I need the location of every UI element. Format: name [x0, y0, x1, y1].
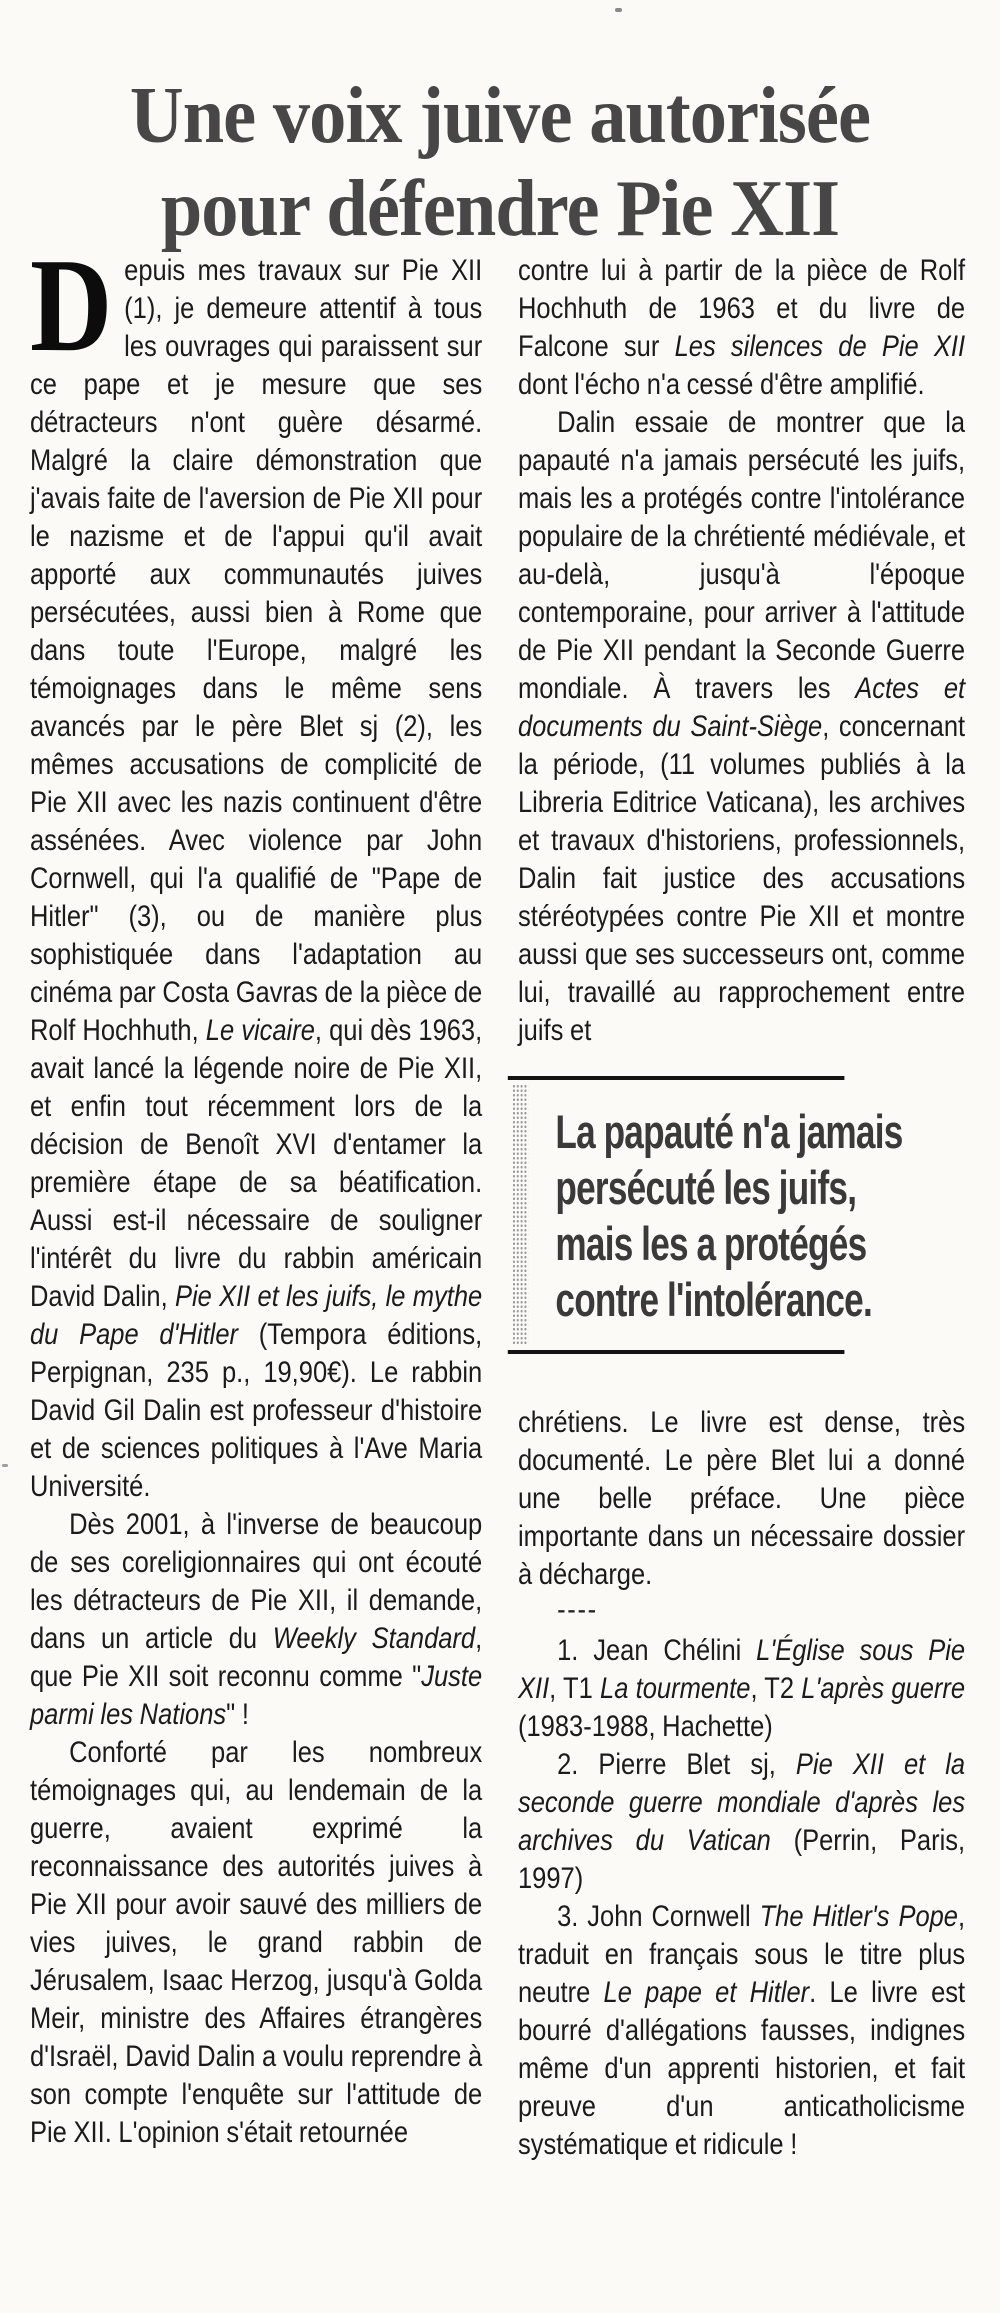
body-text: , T2: [750, 1672, 802, 1705]
body-text: 2. Pierre Blet sj,: [557, 1748, 796, 1781]
body-text: Dès 2001, à l'inverse de beaucoup de ses coreligionnaires qui ont écouté les détracteurs de Pie XII, il demande, dans un article du: [30, 1508, 483, 1655]
footnote: [518, 1898, 965, 2164]
pull-quote-text: [555, 1104, 903, 1328]
body-text: Conforté par les nombreux témoignages qui, au lendemain de la guerre, avaient exprimé la reconnaissance des autorités juives à Pie XII pour avoir sauvé des milliers de vies juives, le grand rabbin de Jérusalem, Isaac Herzog, jusqu'à Golda Meir, ministre des Affaires étrangères d'Israël, David Dalin a voulu reprendre à son compte l'enquête sur l'attitude de Pie XII. L'opinion s'était retournée: [30, 1736, 483, 2149]
scan-artifact: [2, 1464, 8, 1467]
body-text: , que Pie XII soit reconnu comme ": [30, 1622, 483, 1693]
scan-artifact: [615, 8, 622, 12]
italic-text: Le pape et Hitler: [603, 1976, 810, 2009]
paragraph: [30, 1506, 482, 1734]
italic-text: L'Église sous Pie XII: [518, 1634, 966, 1705]
pull-quote-line: persécuté les juifs,: [555, 1161, 857, 1214]
body-text: , qui dès 1963, avait lancé la légende noire de Pie XII, et enfin tout récemment lors de la décision de Benoît XVI d'entamer la première étape de sa béatification. Aussi est-il nécessaire de souligner l'intérêt du livre du rabbin américain David Dalin,: [30, 1014, 483, 1313]
footnotes: [518, 1632, 965, 2164]
italic-text: The Hitler's Pope: [759, 1900, 958, 1933]
body-text: chrétiens. Le livre est dense, très documenté. Le père Blet lui a donné une belle préface. Une pièce importante dans un nécessaire dossier à décharge.: [518, 1406, 966, 1591]
right-column: [518, 252, 965, 2164]
body-text: 1. Jean Chélini: [557, 1634, 757, 1667]
body-text: dont l'écho n'a cessé d'être amplifié.: [518, 368, 925, 401]
body-text: " !: [226, 1698, 249, 1731]
italic-text: L'après guerre: [801, 1672, 966, 1705]
footnote: [518, 1746, 965, 1898]
pull-quote-line: mais les a protégés: [555, 1217, 867, 1270]
paragraph: [518, 1404, 965, 1594]
body-text: (1983-1988, Hachette): [518, 1710, 773, 1743]
left-column: [30, 231, 483, 2152]
paragraph: [30, 231, 483, 1506]
italic-text: Weekly Standard: [272, 1622, 476, 1655]
body-text: epuis mes travaux sur Pie XII (1), je demeure attentif à tous les ouvrages qui paraissent sur ce pape et je mesure que ses détracteurs n'ont guère désarmé. Malgré la claire démonstration que j'avais faite de l'aversion de Pie XII pour le nazisme et de l'appui qu'il avait apporté aux communautés juives persécutées, aussi bien à Rome que dans toute l'Europe, malgré les témoignages dans le même sens avancés par le père Blet sj (2), les mêmes accusations de complicité de Pie XII avec les nazis continuent d'être assénées. Avec violence par John Cornwell, qui l'a qualifié de "Pape de Hitler" (3), ou de manière plus sophistiquée dans l'adaptation au cinéma par Costa Gavras de la pièce de Rolf Hochhuth,: [30, 254, 483, 1047]
italic-text: La tourmente: [600, 1672, 751, 1705]
paragraph: [518, 252, 965, 404]
body-text: , T1: [549, 1672, 601, 1705]
italic-text: Le vicaire: [205, 1014, 315, 1047]
body-text: (Perrin, Paris, 1997): [518, 1824, 966, 1895]
body-text: 3. John Cornwell: [557, 1900, 760, 1933]
body-text: , traduit en français sous le titre plus neutre: [518, 1900, 966, 2009]
body-text: contre lui à partir de la pièce de Rolf Hochhuth de 1963 et du livre de Falcone sur: [518, 254, 966, 363]
body-text: . Le livre est bourré d'allégations fausses, indignes même d'un apprenti historien, et fait preuve d'un anticatholicisme systématique et ridicule !: [518, 1976, 966, 2161]
headline-line: Une voix juive autorisée: [129, 71, 871, 160]
body-text: Dalin essaie de montrer que la papauté n'a jamais persécuté les juifs, mais les a protégés contre l'intolérance populaire de la chrétienté médiévale, et au-delà, jusqu'à l'époque contemporaine, pour arriver à l'attitude de Pie XII pendant la Seconde Guerre mondiale. À travers les: [518, 406, 966, 705]
italic-text: Pie XII et la seconde guerre mondiale d'après les archives du Vatican: [518, 1748, 966, 1857]
right-column-top: [518, 252, 965, 1050]
italic-text: Juste parmi les Nations: [30, 1660, 483, 1731]
paragraph: [518, 404, 965, 1050]
italic-text: Actes et documents du Saint-Siège: [518, 672, 966, 743]
pull-quote: [508, 1076, 903, 1354]
italic-text: Les silences de Pie XII: [674, 330, 966, 363]
headline-line: pour défendre Pie XII: [160, 164, 840, 253]
pull-quote-line: contre l'intolérance.: [555, 1273, 872, 1326]
italic-text: Pie XII et les juifs, le mythe du Pape d'Hitler: [30, 1280, 483, 1351]
pull-quote-line: La papauté n'a jamais: [555, 1105, 903, 1158]
footnote: [518, 1632, 965, 1746]
body-text: , concernant la période, (11 volumes publiés à la Libreria Editrice Vaticana), les archives et travaux d'historiens, professionnels, Dalin fait justice des accusations stéréotypées contre Pie XII et montre aussi que ses successeurs ont, comme lui, travaillé au rapprochement entre juifs et: [518, 710, 966, 1047]
footnote-separator: ----: [557, 1593, 598, 1626]
body-text: (Tempora éditions, Perpignan, 235 p., 19,90€). Le rabbin David Gil Dalin est professeur d'histoire et de sciences politiques à l'Ave Maria Université.: [30, 1318, 483, 1503]
right-column-bottom: [518, 1404, 965, 1594]
halftone-bar: [512, 1084, 528, 1346]
drop-cap: D: [30, 231, 113, 379]
article-headline: [35, 70, 965, 256]
paragraph: [30, 1734, 482, 2152]
